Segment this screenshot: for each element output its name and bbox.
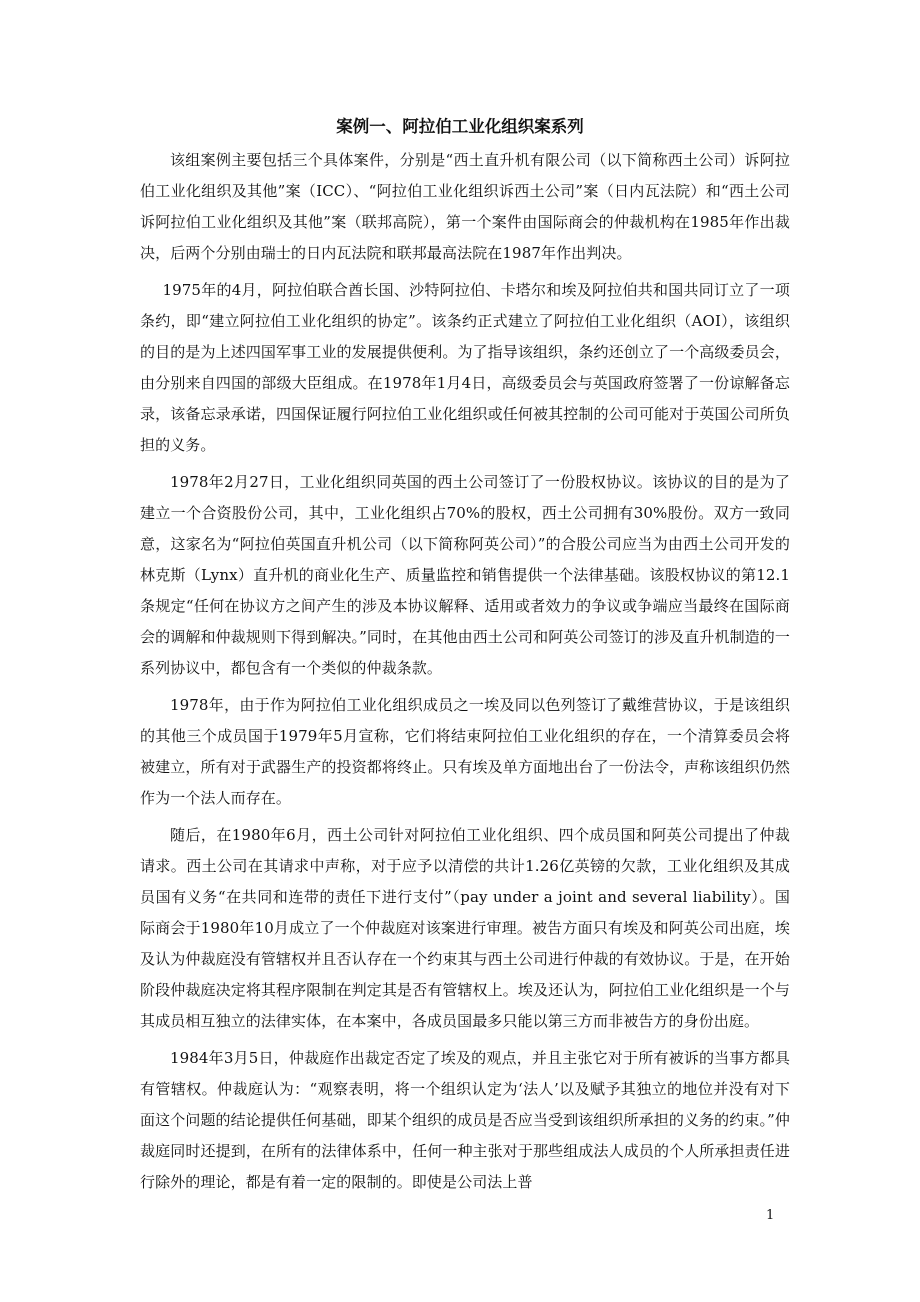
paragraph-6: 1984年3月5日，仲裁庭作出裁定否定了埃及的观点，并且主张它对于所有被诉的当事方都具有管辖权。仲裁庭认为：“观察表明，将一个组织认定为‘法人’以及赋予其独立的地位并没有对下面这个问题的结论提供任何基础，即某个组织的成员是否应当受到该组织所承担的义务的约束。”仲裁庭同时还提到，在所有的法律体系中，任何一种主张对于那些组成法人成员的个人所承担责任进行除外的理论，都是有着一定的限制的。即使是公司法上普 [140, 1049, 790, 1191]
document-body [140, 145, 790, 1204]
document-title: 案例一、阿拉伯工业化组织案系列 [336, 117, 584, 136]
page-number: 1 [766, 1208, 775, 1223]
paragraph-5: 随后，在1980年6月，西土公司针对阿拉伯工业化组织、四个成员国和阿英公司提出了仲裁请求。西土公司在其请求中声称，对于应予以清偿的共计1.26亿英镑的欠款，工业化组织及其成员国有义务“在共同和连带的责任下进行支付”（pay under a joint and several liability）。国际商会于1980年10月成立了一个仲裁庭对该案进行审理。被告方面只有埃及和阿英公司出庭，埃及认为仲裁庭没有管辖权并且否认存在一个约束其与西土公司进行仲裁的有效协议。于是，在开始阶段仲裁庭决定将其程序限制在判定其是否有管辖权上。埃及还认为，阿拉伯工业化组织是一个与其成员相互独立的法律实体，在本案中，各成员国最多只能以第三方而非被告方的身份出庭。 [140, 826, 790, 1030]
paragraph-2: 1975年的4月，阿拉伯联合酋长国、沙特阿拉伯、卡塔尔和埃及阿拉伯共和国共同订立了一项条约，即“建立阿拉伯工业化组织的协定”。该条约正式建立了阿拉伯工业化组织（AOI），该组织的目的是为上述四国军事工业的发展提供便利。为了指导该组织，条约还创立了一个高级委员会，由分别来自四国的部级大臣组成。在1978年1月4日，高级委员会与英国政府签署了一份谅解备忘录，该备忘录承诺，四国保证履行阿拉伯工业化组织或任何被其控制的公司可能对于英国公司所负担的义务。 [140, 281, 790, 454]
paragraph-3: 1978年2月27日，工业化组织同英国的西土公司签订了一份股权协议。该协议的目的是为了建立一个合资股份公司，其中，工业化组织占70%的股权，西土公司拥有30%股份。双方一致同意，这家名为“阿拉伯英国直升机公司（以下简称阿英公司）”的合股公司应当为由西土公司开发的林克斯（Lynx）直升机的商业化生产、质量监控和销售提供一个法律基础。该股权协议的第12.1条规定“任何在协议方之间产生的涉及本协议解释、适用或者效力的争议或争端应当最终在国际商会的调解和仲裁规则下得到解决。”同时，在其他由西土公司和阿英公司签订的涉及直升机制造的一系列协议中，都包含有一个类似的仲裁条款。 [140, 473, 790, 677]
paragraph-1: 该组案例主要包括三个具体案件，分别是“西土直升机有限公司（以下简称西土公司）诉阿拉伯工业化组织及其他”案（ICC）、“阿拉伯工业化组织诉西土公司”案（日内瓦法院）和“西土公司诉阿拉伯工业化组织及其他”案（联邦高院），第一个案件由国际商会的仲裁机构在1985年作出裁决，后两个分别由瑞士的日内瓦法院和联邦最高法院在1987年作出判决。 [140, 151, 790, 262]
paragraph-4: 1978年，由于作为阿拉伯工业化组织成员之一埃及同以色列签订了戴维营协议，于是该组织的其他三个成员国于1979年5月宣称，它们将结束阿拉伯工业化组织的存在，一个清算委员会将被建立，所有对于武器生产的投资都将终止。只有埃及单方面地出台了一份法令，声称该组织仍然作为一个法人而存在。 [140, 696, 790, 807]
